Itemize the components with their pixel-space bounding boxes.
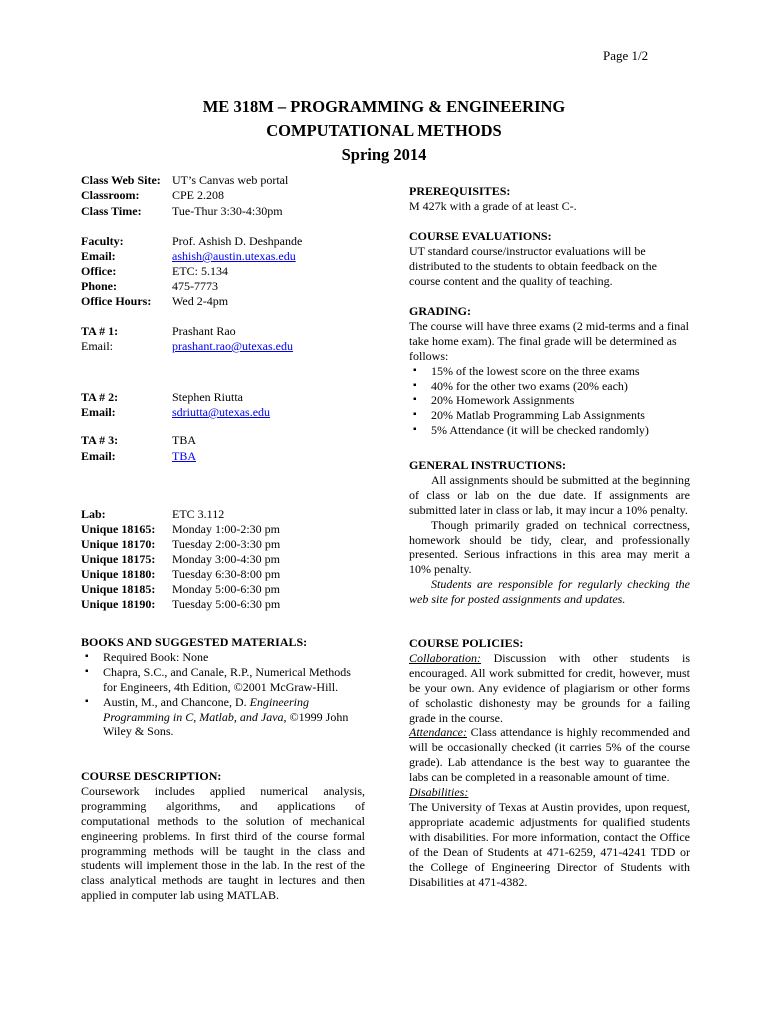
ta1-email-label: Email: <box>81 339 113 353</box>
books-heading: BOOKS AND SUGGESTED MATERIALS: <box>81 635 308 649</box>
evaluations-heading: COURSE EVALUATIONS: <box>409 229 552 243</box>
classroom-value: CPE 2.208 <box>172 188 225 202</box>
ta3-email-row <box>81 449 196 464</box>
office-hours-value: Wed 2-4pm <box>172 294 229 308</box>
lab-unique: Unique 18175: <box>81 552 156 566</box>
office-label: Office: <box>81 264 117 278</box>
instructions-section <box>409 458 690 607</box>
books-section <box>81 635 365 739</box>
ta3-value: TBA <box>172 433 196 447</box>
lab-time: Monday 1:00-2:30 pm <box>172 522 280 536</box>
grading-section <box>409 304 690 438</box>
faculty-email-row <box>81 249 296 264</box>
page-title <box>0 95 768 167</box>
prereq-section <box>409 184 690 214</box>
policies-section <box>409 636 690 889</box>
ta2-label: TA # 2: <box>81 390 119 404</box>
phone-row <box>81 279 218 294</box>
lab-time: Tuesday 6:30-8:00 pm <box>172 567 281 581</box>
list-item: ▪ Chapra, S.C., and Canale, R.P., Numerical Methods for Engineers, 4th Edition, ©2001 McGraw-Hill. <box>81 665 365 695</box>
lab-unique: Unique 18165: <box>81 522 156 536</box>
left-column <box>81 173 365 933</box>
grading-heading: GRADING: <box>409 304 471 318</box>
faculty-value: Prof. Ashish D. Deshpande <box>172 234 303 248</box>
title-line-1: ME 318M – PROGRAMMING & ENGINEERING <box>202 97 566 116</box>
lab-unique: Unique 18170: <box>81 537 156 551</box>
ta2-email-row <box>81 405 270 420</box>
ta2-value: Stephen Riutta <box>172 390 243 404</box>
attendance-label: Attendance: <box>409 725 467 740</box>
lab-section-row <box>81 552 280 567</box>
ta2-email-label: Email: <box>81 405 116 419</box>
class-time-label: Class Time: <box>81 204 142 218</box>
list-item: ▪ 20% Homework Assignments <box>409 393 690 408</box>
disabilities-text: The University of Texas at Austin provides, upon request, appropriate academic adjustments for qualified students with disabilities. For more information, contact the Office of the Dean of Students at 471-6259, 471-4241 TDD or the College of Engineering Director of Students with Disabilities at 471-4382. <box>409 799 690 889</box>
lab-time: Monday 3:00-4:30 pm <box>172 552 280 566</box>
faculty-row <box>81 234 302 249</box>
description-heading: COURSE DESCRIPTION: <box>81 769 222 783</box>
book-publisher: , ©1999 John Wiley & Sons. <box>103 709 349 739</box>
attendance-text: Class attendance is highly recommended and will be occasionally checked (it carries 5% of the course grade). Lab attendance is the best way to guarantee the labs can be completed in a reasonable amount of time. <box>409 725 690 785</box>
web-site-row <box>81 173 288 188</box>
list-item: ▪ 20% Matlab Programming Lab Assignments <box>409 408 690 423</box>
ta1-email-row <box>81 339 293 354</box>
classroom-row <box>81 188 224 203</box>
lab-section-row <box>81 597 280 612</box>
office-hours-row <box>81 294 228 309</box>
lab-unique: Unique 18180: <box>81 567 156 581</box>
web-site-label: Class Web Site: <box>81 173 161 187</box>
books-list <box>81 650 365 739</box>
instructions-paragraph: All assignments should be submitted at the beginning of class or lab on the due date. If assignments are submitted later in class or lab, it may incur a 10% penalty. <box>409 472 690 517</box>
attendance-paragraph <box>409 725 690 785</box>
ta3-row <box>81 433 196 448</box>
lab-time: Monday 5:00-6:30 pm <box>172 582 280 596</box>
prereq-heading: PREREQUISITES: <box>409 184 511 198</box>
ta3-label: TA # 3: <box>81 433 119 447</box>
classroom-label: Classroom: <box>81 188 140 202</box>
list-item: ▪ 15% of the lowest score on the three exams <box>409 364 690 379</box>
office-hours-label: Office Hours: <box>81 294 152 308</box>
book-title: Engineering Programming in C, Matlab, and Java <box>103 694 309 724</box>
list-item: ▪ Required Book: None <box>81 650 365 665</box>
policies-heading: COURSE POLICIES: <box>409 636 524 650</box>
lab-unique: Unique 18185: <box>81 582 156 596</box>
description-text: Coursework includes applied numerical analysis, programming algorithms, and applications of computational methods to the solution of mechanical engineering problems. In first third of the course formal programming methods will be taught in the class and students will implement those in the lab. In the rest of the class analytical methods are taught in lectures and then applied in computer lab using MATLAB. <box>81 783 365 903</box>
evaluations-section <box>409 229 690 289</box>
web-site-value: UT’s Canvas web portal <box>172 173 289 187</box>
prereq-text: M 427k with a grade of at least C-. <box>409 198 577 213</box>
instructions-paragraph: Though primarily graded on technical correctness, homework should be tidy, clear, and professionally presented. Serious infractions in this area may merit a 10% penalty. <box>409 517 690 577</box>
lab-section-row <box>81 567 280 582</box>
faculty-email-link[interactable]: ashish@austin.utexas.edu <box>172 249 296 263</box>
faculty-label: Faculty: <box>81 234 124 248</box>
list-item: ▪ 40% for the other two exams (20% each) <box>409 379 690 394</box>
ta3-email-label: Email: <box>81 449 116 463</box>
class-time-value: Tue-Thur 3:30-4:30pm <box>172 204 283 218</box>
page-number: Page 1/2 <box>603 48 649 63</box>
ta2-row <box>81 390 243 405</box>
lab-unique: Unique 18190: <box>81 597 156 611</box>
ta1-email-link[interactable]: prashant.rao@utexas.edu <box>172 339 294 353</box>
list-item <box>81 695 365 740</box>
evaluations-text: UT standard course/instructor evaluations will be distributed to the students to obtain feedback on the course content and the quality of teaching. <box>409 243 657 288</box>
description-section <box>81 769 365 903</box>
instructions-paragraph: Students are responsible for regularly checking the web site for posted assignments and updates. <box>409 577 690 607</box>
title-line-2: COMPUTATIONAL METHODS <box>266 121 502 140</box>
office-value: ETC: 5.134 <box>172 264 228 278</box>
disabilities-label: Disabilities: <box>409 785 469 800</box>
phone-value: 475-7773 <box>172 279 218 293</box>
faculty-email-label: Email: <box>81 249 116 263</box>
collaboration-label: Collaboration: <box>409 650 482 665</box>
collaboration-text: Discussion with other students is encouraged. All work submitted for credit, however, must be your own. Any evidence of plagiarism or other forms of scholastic dishonesty may be grounds for a failing grade in the course. <box>409 650 690 725</box>
grading-list <box>409 364 690 439</box>
lab-section-row <box>81 582 280 597</box>
lab-time: Tuesday 5:00-6:30 pm <box>172 597 281 611</box>
list-item: ▪ 5% Attendance (it will be checked randomly) <box>409 423 690 438</box>
instructions-heading: GENERAL INSTRUCTIONS: <box>409 458 567 472</box>
class-time-row <box>81 204 283 219</box>
lab-section-row <box>81 522 280 537</box>
right-column <box>409 184 690 924</box>
lab-section-row <box>81 537 280 552</box>
lab-row <box>81 507 224 522</box>
book-authors: Austin, M., and Chancone, D. <box>103 694 250 709</box>
office-row <box>81 264 228 279</box>
ta1-label: TA # 1: <box>81 324 119 338</box>
lab-label: Lab: <box>81 507 106 521</box>
grading-intro: The course will have three exams (2 mid-terms and a final take home exam). The final grade will be determined as follows: <box>409 318 689 363</box>
ta1-row <box>81 324 236 339</box>
phone-label: Phone: <box>81 279 117 293</box>
collaboration-paragraph <box>409 651 690 726</box>
ta3-email-link[interactable]: TBA <box>172 449 196 463</box>
title-line-3: Spring 2014 <box>341 145 427 164</box>
lab-location: ETC 3.112 <box>172 507 225 521</box>
ta2-email-link[interactable]: sdriutta@utexas.edu <box>172 405 271 419</box>
ta1-value: Prashant Rao <box>172 324 236 338</box>
lab-time: Tuesday 2:00-3:30 pm <box>172 537 281 551</box>
